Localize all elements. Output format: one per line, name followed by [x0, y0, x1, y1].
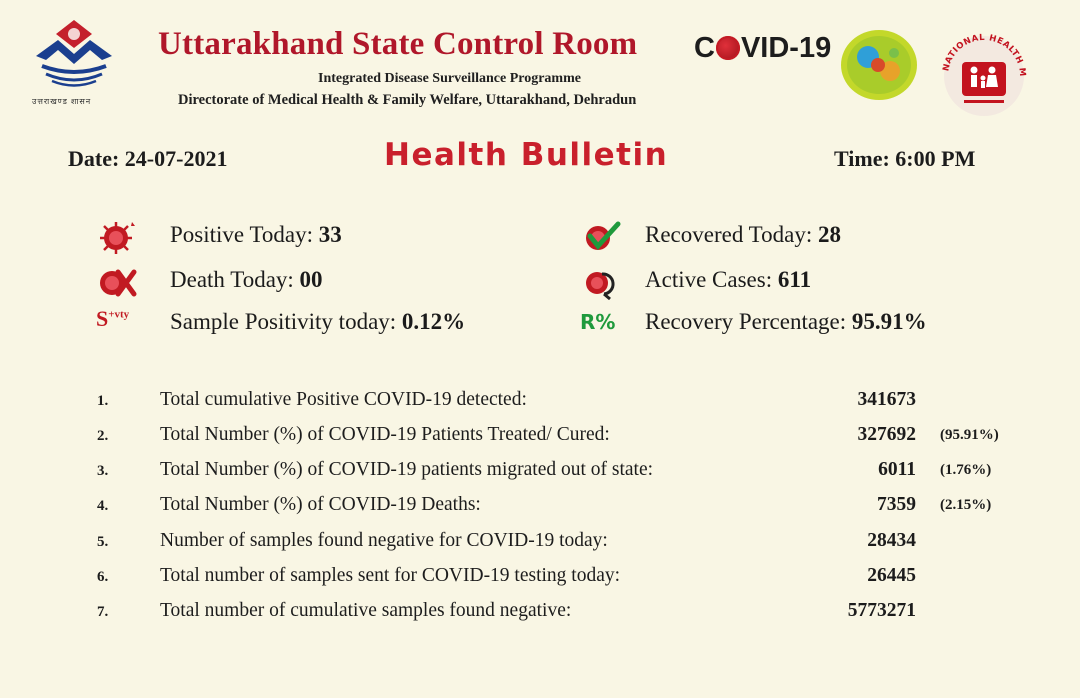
- active-cases-value: 611: [777, 267, 812, 292]
- row-value: 6011: [878, 459, 916, 480]
- nhm-logo-text: NATIONAL HEALTH M: [941, 32, 1028, 78]
- table-row: [0, 600, 1080, 634]
- bulletin-title: Health Bulletin: [384, 137, 669, 173]
- row-percentage: (1.76%): [940, 462, 992, 478]
- covid-label-start: C: [694, 32, 715, 64]
- row-value: 26445: [867, 565, 916, 586]
- table-row: [0, 530, 1080, 564]
- row-value: 327692: [857, 424, 916, 445]
- row-value: 7359: [877, 494, 916, 515]
- table-row: [0, 459, 1080, 493]
- recovered-today-label: Recovered Today:: [645, 222, 818, 247]
- positive-today-value: 33: [318, 222, 342, 247]
- table-row: [0, 424, 1080, 458]
- death-today-value: 00: [299, 267, 323, 292]
- row-label: Total number of cumulative samples found negative:: [160, 600, 572, 621]
- virus-positive-icon: [96, 220, 138, 259]
- row-number: 3.: [97, 463, 109, 479]
- recovered-today: [645, 222, 841, 248]
- row-label: Number of samples found negative for COVID-19 today:: [160, 530, 608, 551]
- bulletin-time: Time: 6:00 PM: [834, 146, 976, 171]
- active-cases-label: Active Cases:: [645, 267, 778, 292]
- row-number: 1.: [97, 393, 109, 409]
- directorate-subtitle: Directorate of Medical Health & Family Welfare, Uttarakhand, Dehradun: [178, 92, 637, 108]
- row-label: Total Number (%) of COVID-19 Patients Treated/ Cured:: [160, 424, 610, 445]
- recovery-percentage-value: 95.91%: [851, 309, 927, 334]
- emblem-caption: उत्तराखण्ड शासन: [32, 97, 92, 106]
- table-row: [0, 565, 1080, 599]
- sample-positivity-value: 0.12%: [401, 309, 466, 334]
- death-today-label: Death Today:: [170, 267, 300, 292]
- row-value: 341673: [857, 389, 916, 410]
- recovery-percentage-icon: R%: [580, 310, 616, 334]
- covid-label-end: VID-19: [740, 32, 832, 64]
- row-number: 6.: [97, 569, 109, 585]
- active-cases-icon: [580, 266, 622, 305]
- death-cross-icon: [96, 266, 138, 305]
- covid-19-label: [694, 32, 831, 65]
- table-row: [0, 494, 1080, 528]
- page-title: Uttarakhand State Control Room: [158, 26, 638, 62]
- sample-positivity-label: Sample Positivity today:: [170, 309, 402, 334]
- row-percentage: (2.15%): [940, 497, 992, 513]
- row-label: Total number of samples sent for COVID-19 testing today:: [160, 565, 621, 586]
- sample-icon-superscript: +vty: [108, 308, 130, 321]
- bulletin-date: Date: 24-07-2021: [68, 146, 228, 171]
- national-health-mission-logo-icon: [934, 22, 1034, 122]
- sample-positivity: [170, 309, 465, 335]
- table-row: [0, 389, 1080, 423]
- recovered-today-value: 28: [817, 222, 841, 247]
- recovery-percentage: [645, 309, 927, 335]
- row-number: 7.: [97, 604, 109, 620]
- row-label: Total Number (%) of COVID-19 patients migrated out of state:: [160, 459, 654, 480]
- idsp-logo-icon: [838, 27, 920, 103]
- row-number: 2.: [97, 428, 109, 444]
- virus-icon: [716, 36, 740, 60]
- recovered-check-icon: [580, 220, 622, 259]
- recovery-percentage-label: Recovery Percentage:: [645, 309, 852, 334]
- row-percentage: (95.91%): [940, 427, 999, 443]
- active-cases: [645, 267, 811, 293]
- row-label: Total Number (%) of COVID-19 Deaths:: [160, 494, 481, 515]
- positive-today: [170, 222, 342, 248]
- row-number: 5.: [97, 534, 109, 550]
- programme-subtitle: Integrated Disease Surveillance Programme: [318, 71, 581, 86]
- uttarakhand-emblem-icon: [28, 16, 124, 112]
- sample-positivity-icon: [96, 306, 129, 332]
- sample-icon-letter: S: [96, 306, 109, 331]
- positive-today-label: Positive Today:: [170, 222, 319, 247]
- row-value: 28434: [867, 530, 916, 551]
- row-label: Total cumulative Positive COVID-19 detected:: [160, 389, 527, 410]
- row-number: 4.: [97, 498, 109, 514]
- row-value: 5773271: [847, 600, 916, 621]
- death-today: [170, 267, 323, 293]
